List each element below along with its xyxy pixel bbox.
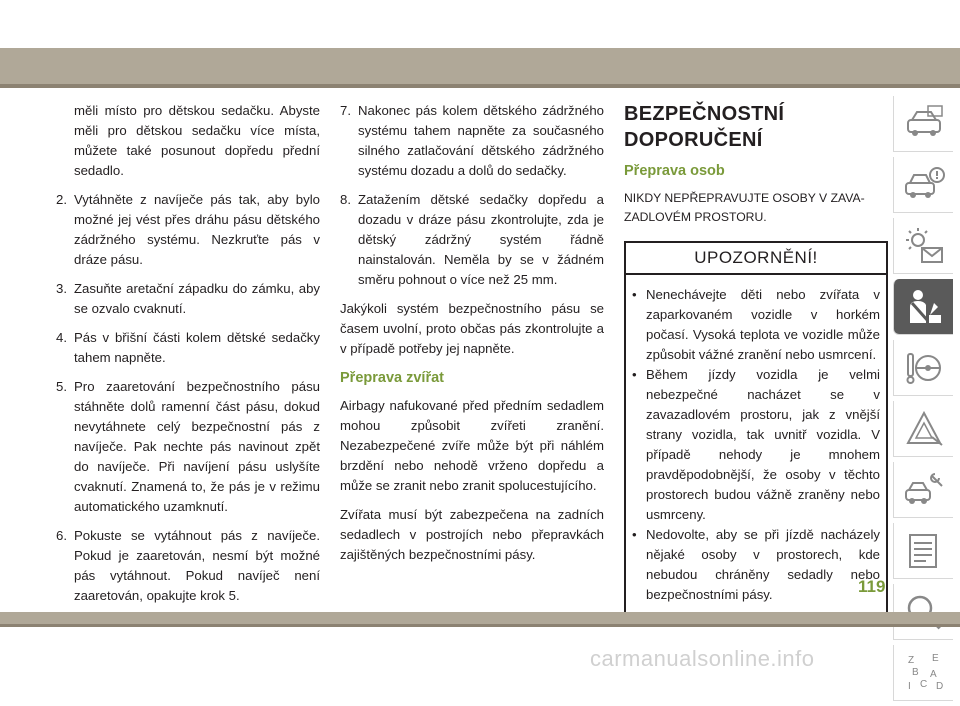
car-info-icon	[902, 102, 946, 146]
tab-light-mail[interactable]	[893, 218, 953, 274]
warning-bullet	[632, 525, 880, 605]
column-3	[624, 101, 888, 617]
heading-line-1: BEZPEČNOSTNÍ	[624, 103, 785, 125]
step-number: 2.	[56, 192, 67, 207]
wrench-car-icon	[902, 468, 946, 512]
step-number: 5.	[56, 379, 67, 394]
belt-check-paragraph: Jakýkoli systém bezpečnostního pásu se časem uvolní, proto občas pás zkontrolujte a v případě potřeby jej napněte.	[340, 301, 604, 356]
section-heading	[624, 101, 888, 153]
step-number: 4.	[56, 330, 67, 345]
numbered-step	[56, 526, 320, 606]
step-text: Zasuňte aretační západku do zámku, aby se ozvalo cvaknutí.	[74, 281, 320, 316]
alphabet-index-icon	[902, 651, 946, 695]
svg-text:I: I	[907, 680, 911, 692]
header-stripe	[0, 84, 960, 88]
numbered-step	[56, 328, 320, 368]
continued-step-text: měli místo pro dětskou sedačku. Abyste měli pro dětskou sedačku více místa, můžete také posunout dopředu přední sedadlo.	[74, 103, 320, 178]
tab-car-warning[interactable]	[893, 157, 953, 213]
tab-hazard[interactable]	[893, 401, 953, 457]
tab-key-steering[interactable]	[893, 340, 953, 396]
document-list-icon	[902, 529, 946, 573]
caps-warning-text	[624, 189, 888, 227]
step-text: Zatažením dětské sedačky dopředu a dozadu v dráze pásu zkontrolujte, zda je dětský zádržný systém řádně nainstalován. Neměla by se v žádném směru pohnout o více než 25 mm.	[358, 192, 604, 287]
warning-title: UPOZORNĚNÍ!	[626, 243, 886, 275]
light-mail-icon	[902, 224, 946, 268]
animals-paragraph-2: Zvířata musí být zabezpečena na zadních sedadlech v postrojích nebo přepravkách zajištěných bezpečnostními pásy.	[340, 507, 604, 562]
numbered-step	[340, 101, 604, 181]
svg-text:D: D	[935, 680, 943, 692]
warning-body	[626, 275, 886, 615]
step-text: Vytáhněte z navíječe pás tak, aby bylo možné jej vést přes dráhu pásu dětského zádržného systému. Nezkruťte pás v dráze pásu.	[74, 192, 320, 267]
caps-line-2: ZADLOVÉM PROSTORU.	[624, 210, 767, 224]
step-number: 7.	[340, 103, 351, 118]
svg-text:E: E	[931, 652, 939, 664]
svg-text:Z: Z	[907, 654, 914, 666]
warning-bullet	[632, 285, 880, 365]
step-text: Pokuste se vytáhnout pás z navíječe. Pokud je zaaretován, nesmí být možné pás vytáhnout. Pokud navíječ není zaaretován, opakujte krok 5.	[74, 528, 320, 603]
tab-car-info[interactable]	[893, 96, 953, 152]
watermark-text: carmanualsonline.info	[590, 646, 815, 671]
tab-safety[interactable]	[893, 279, 953, 335]
heading-line-2: DOPORUČENÍ	[624, 129, 763, 151]
footer-band	[0, 612, 960, 624]
tab-index[interactable]	[893, 645, 953, 701]
numbered-step	[56, 279, 320, 319]
header-band	[0, 48, 960, 84]
numbered-step	[56, 190, 320, 270]
animals-paragraph-1: Airbagy nafukované před předním sedadlem mohou způsobit zvířeti zranění. Nezabezpečené zvíře může být při náhlém brzdění nebo nehodě vrženo dopředu a může se zranit nebo zranit spolucestujícího.	[340, 398, 604, 493]
step-number: 8.	[340, 192, 351, 207]
svg-text:C: C	[919, 678, 927, 690]
warning-bullet	[632, 365, 880, 525]
bullet-text: Nenechávejte děti nebo zvířata v zaparkovaném vozidle v horkém počasí. Vysoká teplota ve vozidle může způsobit vážné zranění nebo usmrcení.	[646, 287, 880, 362]
section-subheading-people: Přeprava osob	[624, 163, 725, 179]
tab-specifications[interactable]	[893, 523, 953, 579]
warning-box	[624, 241, 888, 617]
svg-text:B: B	[911, 666, 919, 678]
step-text: Pro zaaretování bezpečnostního pásu stáhněte dolů ramenní část pásu, dokud nevytáhnete celý bezpečnostní pás z navíječe. Pak nechte pás navinout zpět do navíječe. Při navíjení pásu uslyšíte cvaknutí. Znamená to, že pás je v režimu automatického uzamknutí.	[74, 379, 320, 514]
car-warning-icon	[902, 163, 946, 207]
step-number: 6.	[56, 528, 67, 543]
step-text: Nakonec pás kolem dětského zádržného systému tahem napněte za současného silného zatlačování dětského zádržného systému dozadu a dolů do sedačky.	[358, 103, 604, 178]
key-steering-icon	[902, 346, 946, 390]
column-2	[340, 101, 604, 574]
svg-text:A: A	[929, 668, 937, 680]
bullet-dot: •	[632, 527, 637, 542]
bullet-text: Během jízdy vozidla je velmi nebezpečné nacházet se v zavazadlovém prostoru, jak z vnější strany vozidla, tak uvnitř vozidla. V případě nehody je mnohem pravděpodobnější, že osoby v těchto prostorech budou vážně zraněny nebo usmrceny.	[646, 367, 880, 522]
seatbelt-safety-icon	[902, 285, 946, 329]
step-text: Pás v břišní části kolem dětské sedačky tahem napněte.	[74, 330, 320, 365]
section-subheading-animals: Přeprava zvířat	[340, 370, 444, 386]
caps-line-1: NIKDY NEPŘEPRAVUJTE OSOBY V ZAVA-	[624, 191, 865, 205]
bullet-dot: •	[632, 367, 637, 382]
hazard-triangle-icon	[902, 407, 946, 451]
footer-stripe	[0, 624, 960, 627]
numbered-step	[56, 377, 320, 517]
numbered-step	[340, 190, 604, 290]
page-number: 119	[858, 577, 886, 596]
tab-maintenance[interactable]	[893, 462, 953, 518]
step-number: 3.	[56, 281, 67, 296]
bullet-dot: •	[632, 287, 637, 302]
column-1	[56, 101, 320, 615]
bullet-text: Nedovolte, aby se při jízdě nacházely nějaké osoby v prostorech, kde nebudou chráněny sedadly nebo bezpečnostními pásy.	[646, 527, 880, 602]
